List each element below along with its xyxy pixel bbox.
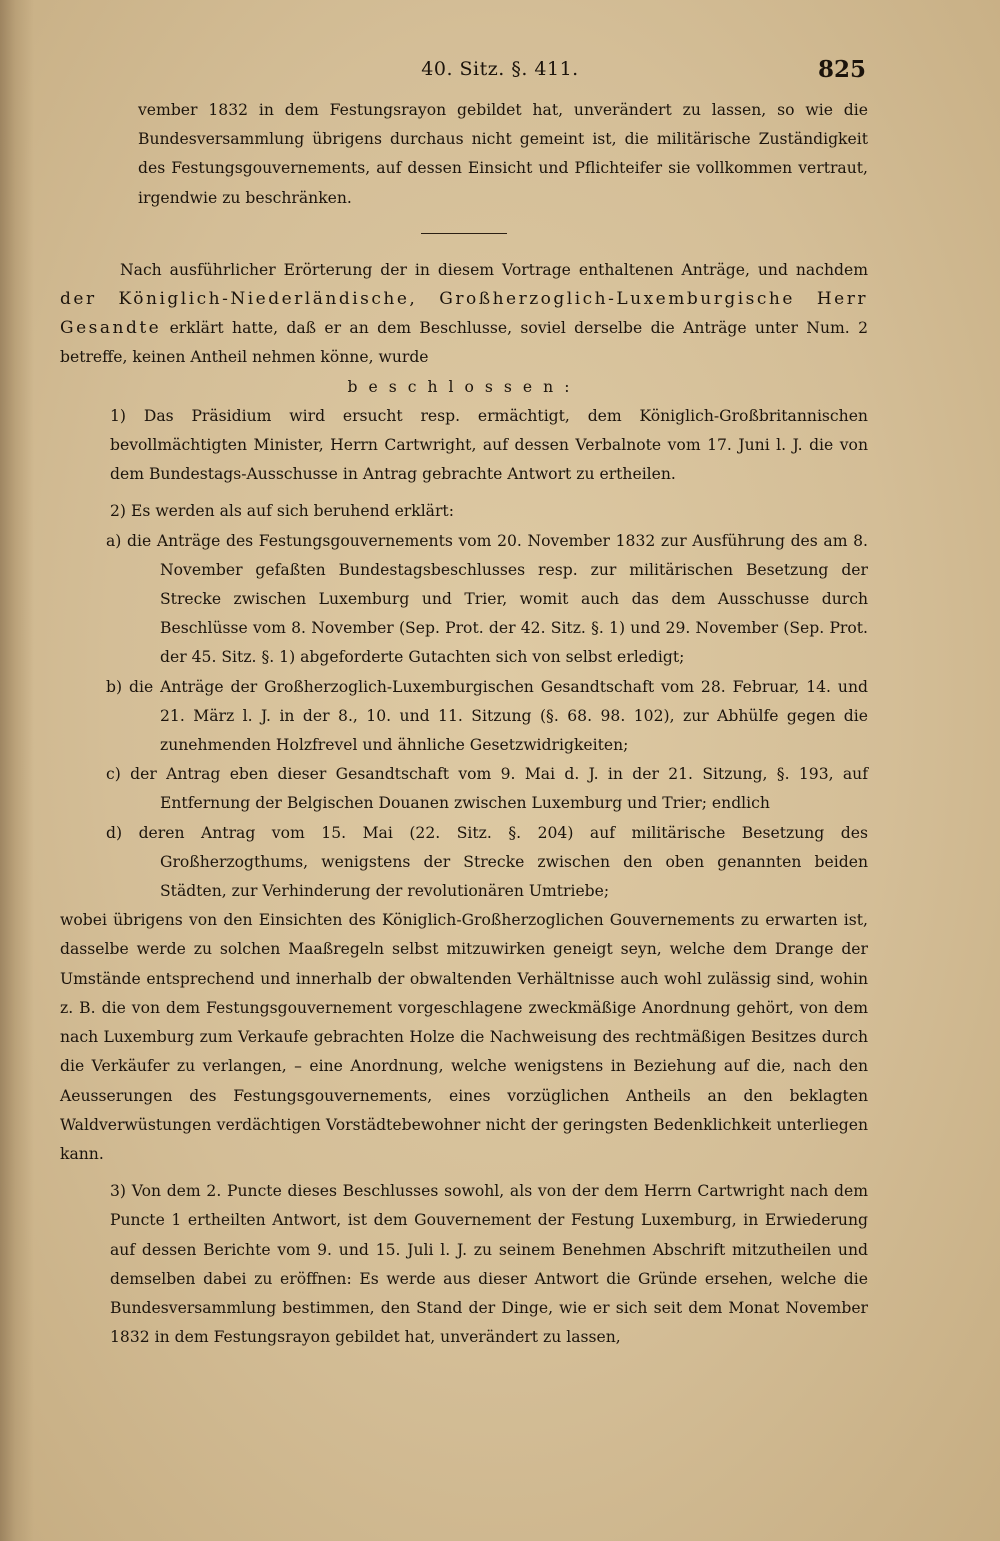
page-number: 825	[817, 56, 866, 83]
sub-item-c: c) der Antrag eben dieser Gesandtschaft vom 9. Mai d. J. in der 21. Sitzung, §. 193, auf Entfernung der Belgischen Douanen zwischen Luxemburg und Trier; endlich	[106, 765, 868, 813]
item-1-number: 1)	[110, 406, 127, 425]
resolution-item-3	[60, 1177, 868, 1352]
resolution-item-2	[60, 497, 868, 526]
item-2-text: Es werden als auf sich beruhend erklärt:	[130, 502, 454, 521]
item-2-number: 2)	[110, 502, 127, 521]
sub-item-a: a) die Anträge des Festungsgouvernements vom 20. November 1832 zur Ausführung des am 8. November gefaßten Bundestagsbeschlusses resp. zur militärischen Besetzung der Strecke zwischen Luxemburg und Trier, womit auch das dem Ausschusse durch Beschlüsse vom 8. November (Sep. Prot. der 42. Sitz. §. 1) und 29. November (Sep. Prot. der 45. Sitz. §. 1) abgeforderte Gutachten sich von selbst erledigt;	[106, 531, 868, 667]
section-divider	[421, 233, 507, 234]
item-3-text: Von dem 2. Puncte dieses Beschlusses sowohl, als von der dem Herrn Cartwright nach dem Puncte 1 ertheilten Antwort, ist dem Gouvernement der Festung Luxemburg, in Erwiederung auf dessen Berichte vom 9. und 15. Juli l. J. zu seinem Benehmen Abschrift mitzutheilen und demselben dabei zu eröffnen: Es werde aus dieser Antwort die Gründe ersehen, welche die Bundesversammlung bestimmen, den Stand der Dinge, wie er sich seit dem Monat November 1832 in dem Festungsrayon gebildet hat, unverändert zu lassen,	[110, 1182, 868, 1347]
deliberation-paragraph	[60, 256, 868, 373]
deliberation-start: Nach ausführlicher Erörterung der in diesem Vortrage enthaltenen Anträge, und nachdem	[120, 260, 868, 279]
item-1-text: Das Präsidium wird ersucht resp. ermächtigt, dem Königlich-Großbritannischen bevollmächtigten Minister, Herrn Cartwright, auf dessen Verbalnote vom 17. Juni l. J. die von dem Bundestags-Ausschusse in Antrag gebrachte Antwort zu ertheilen.	[110, 406, 868, 484]
deliberation-end: erklärt hatte, daß er an dem Beschlusse, soviel derselbe die Anträge unter Num. 2 betreffe, keinen Antheil nehmen könne, wurde	[60, 319, 868, 367]
page-body	[60, 96, 868, 1352]
page-header	[0, 58, 1000, 88]
envoy-title: der Königlich-Niederländische, Großherzoglich-Luxemburgische Herr Gesandte	[60, 289, 868, 339]
resolution-item-1	[60, 402, 868, 490]
item-3-number: 3)	[110, 1182, 127, 1201]
running-head: 40. Sitz. §. 411.	[421, 58, 579, 80]
item-2-closing: wobei übrigens von den Einsichten des Königlich-Großherzoglichen Gouvernements zu erwarten ist, dasselbe werde zu solchen Maaßregeln selbst mitzuwirken geneigt seyn, welche dem Drange der Umstände entsprechend und innerhalb der obwaltenden Verhältnisse auch wohl zulässig sind, wohin z. B. die von dem Festungsgouvernement vorgeschlagene zweckmäßige Anordnung gehört, von dem nach Luxemburg zum Verkaufe gebrachten Holze die Nachweisung des rechtmäßigen Besitzes durch die Verkäufer zu verlangen, – eine Anordnung, welche wenigstens in Beziehung auf die, nach den Aeusserungen des Festungsgouvernements, eines vorzüglichen Antheils an den beklagten Waldverwüstungen verdächtigen Vorstädtebewohner nicht der geringsten Bedenklichkeit unterliegen kann.	[60, 911, 868, 1163]
sub-item-b: b) die Anträge der Großherzoglich-Luxemburgischen Gesandtschaft vom 28. Februar, 14. und 21. März l. J. in der 8., 10. und 11. Sitzung (§. 68. 98. 102), zur Abhülfe gegen die zunehmenden Holzfrevel und ähnliche Gesetzwidrigkeiten;	[106, 677, 868, 755]
sub-item-d: d) deren Antrag vom 15. Mai (22. Sitz. §. 204) auf militärische Besetzung des Großherzogthums, wenigstens der Strecke zwischen den oben genannten beiden Städten, zur Verhinderung der revolutionären Umtriebe;	[106, 823, 868, 901]
intro-paragraph: vember 1832 in dem Festungsrayon gebildet hat, unverändert zu lassen, so wie die Bundesversammlung übrigens durchaus nicht gemeint ist, die militärische Zuständigkeit des Festungsgouvernements, auf dessen Einsicht und Pflichteifer sie vollkommen vertraut, irgendwie zu beschränken.	[138, 101, 868, 207]
resolved-heading: beschlossen:	[347, 377, 581, 396]
